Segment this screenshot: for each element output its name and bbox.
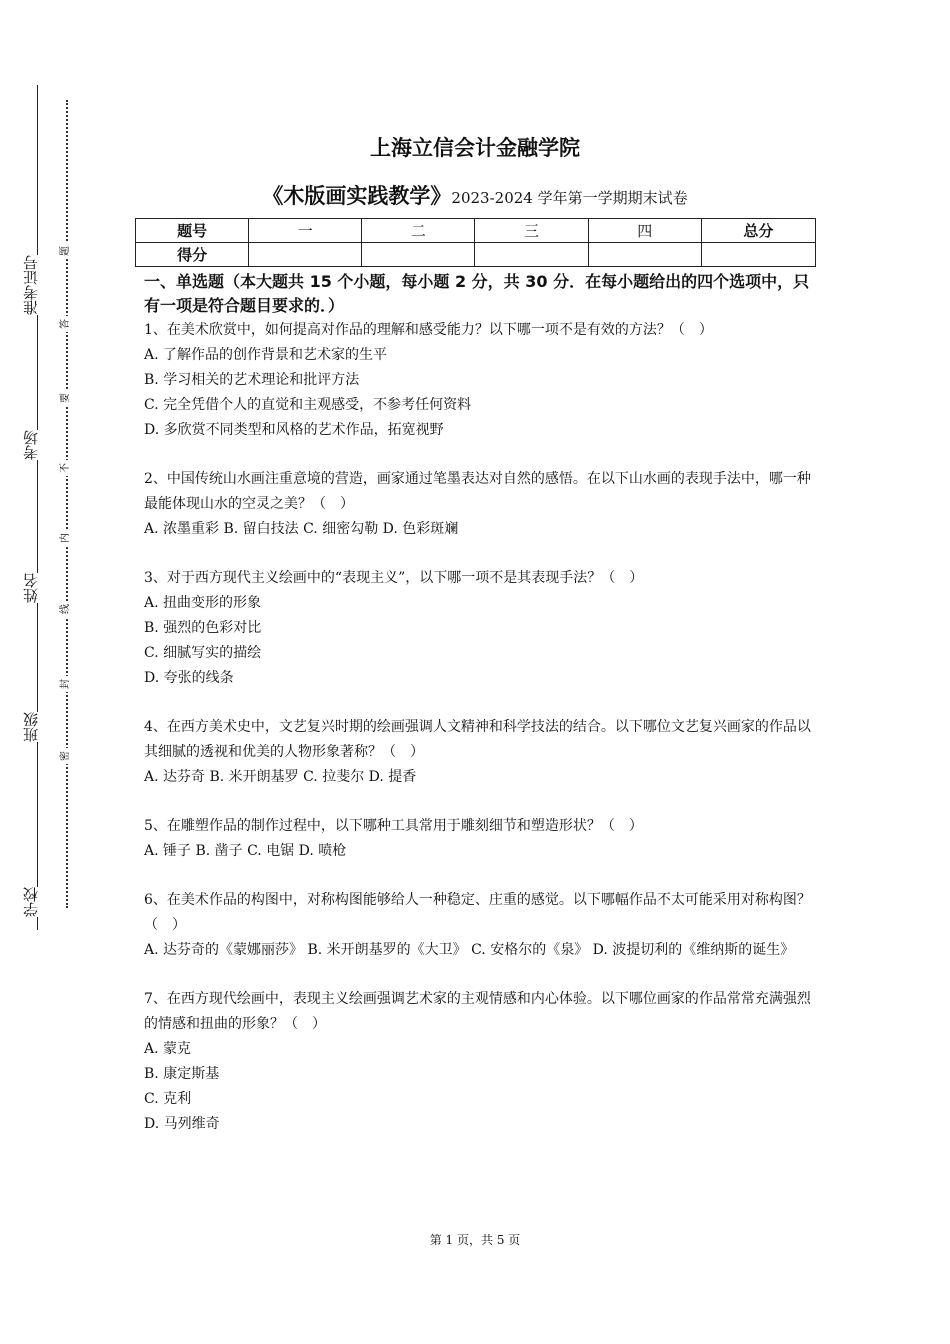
- score-cell: 二: [362, 219, 475, 243]
- school-title: 上海立信会计金融学院: [370, 136, 580, 160]
- option: A. 了解作品的创作背景和艺术家的生平: [144, 347, 388, 363]
- question-text: 4、在西方美术史中，文艺复兴时期的绘画强调人文精神和科学技法的结合。以下哪位文艺复兴画家的作品以其细腻的透视和优美的人物形象著称？（ ）: [144, 719, 811, 760]
- score-cell: 一: [249, 219, 362, 243]
- seal-char: 要: [60, 390, 72, 406]
- question-1: [144, 318, 814, 443]
- option: A. 浓墨重彩 B. 留白技法 C. 细密勾勒 D. 色彩斑斓: [144, 521, 459, 537]
- exam-content: [144, 270, 814, 1137]
- option: C. 细腻写实的描绘: [144, 645, 262, 661]
- question-4: [144, 715, 814, 790]
- option: A. 锤子 B. 凿子 C. 电锯 D. 喷枪: [144, 843, 347, 859]
- question-text: 3、对于西方现代主义绘画中的“表现主义”，以下哪一项不是其表现手法？（ ）: [144, 570, 644, 586]
- school-label: 学校: [22, 887, 40, 917]
- question-text: 7、在西方现代绘画中，表现主义绘画强调艺术家的主观情感和内心体验。以下哪位画家的作品常常充满强烈的情感和扭曲的形象？（ ）: [144, 991, 811, 1032]
- seal-char: 线: [60, 601, 72, 617]
- score-table-score-row: [136, 243, 816, 267]
- name-field: [18, 573, 44, 603]
- question-7: [144, 987, 814, 1137]
- option: D. 夸张的线条: [144, 670, 234, 686]
- seal-dotted-line: [66, 100, 68, 908]
- option: B. 康定斯基: [144, 1066, 220, 1082]
- seal-char: 不: [60, 460, 72, 476]
- option: D. 马列维奇: [144, 1116, 220, 1132]
- class-field: [18, 712, 44, 742]
- score-input-cell[interactable]: [588, 243, 701, 267]
- question-text: 5、在雕塑作品的制作过程中，以下哪种工具常用于雕刻细节和塑造形状？（ ）: [144, 818, 643, 834]
- option: A. 达芬奇的《蒙娜丽莎》 B. 米开朗基罗的《大卫》 C. 安格尔的《泉》 D. 波提切利的《维纳斯的诞生》: [144, 942, 795, 958]
- page-footer: 第 1 页，共 5 页: [429, 1233, 521, 1247]
- score-cell: 四: [588, 219, 701, 243]
- term-label: 2023-2024 学年第一学期期末试卷: [451, 189, 688, 207]
- exam-number-label: 准考证号: [22, 255, 40, 315]
- option: C. 完全凭借个人的直觉和主观感受，不参考任何资料: [144, 397, 472, 413]
- score-cell: 总分: [701, 219, 815, 243]
- score-table: [135, 218, 816, 267]
- seal-char: 答: [60, 316, 72, 332]
- seal-char: 题: [60, 243, 72, 259]
- score-input-cell[interactable]: [249, 243, 362, 267]
- score-cell: 三: [475, 219, 588, 243]
- option: A. 达芬奇 B. 米开朗基罗 C. 拉斐尔 D. 提香: [144, 769, 417, 785]
- option: B. 强烈的色彩对比: [144, 620, 262, 636]
- course-title: [0, 180, 950, 210]
- option: A. 蒙克: [144, 1041, 192, 1057]
- exam-number-field: [18, 255, 44, 315]
- question-text: 1、在美术欣赏中，如何提高对作品的理解和感受能力？以下哪一项不是有效的方法？（ ）: [144, 322, 713, 338]
- option: B. 学习相关的艺术理论和批评方法: [144, 372, 360, 388]
- question-6: [144, 888, 814, 963]
- option: D. 多欣赏不同类型和风格的艺术作品，拓宽视野: [144, 422, 444, 438]
- school-field: [18, 887, 44, 917]
- option: A. 扭曲变形的形象: [144, 595, 262, 611]
- exam-room-field: [18, 430, 44, 460]
- score-input-cell[interactable]: [475, 243, 588, 267]
- question-5: [144, 814, 814, 864]
- seal-char: 密: [60, 748, 72, 764]
- seal-char: 封: [60, 676, 72, 692]
- binding-line: [37, 85, 38, 930]
- score-cell: 题号: [136, 219, 249, 243]
- exam-room-label: 考场: [22, 430, 40, 460]
- question-3: [144, 566, 814, 691]
- question-2: [144, 467, 814, 542]
- score-input-cell[interactable]: [362, 243, 475, 267]
- name-label: 姓名: [22, 573, 40, 603]
- score-cell: 得分: [136, 243, 249, 267]
- section-title: 一、单选题（本大题共 15 个小题，每小题 2 分，共 30 分．在每小题给出的四个选项中，只有一项是符合题目要求的．）: [144, 272, 810, 315]
- question-text: 2、中国传统山水画注重意境的营造，画家通过笔墨表达对自然的感悟。在以下山水画的表现手法中，哪一种最能体现山水的空灵之美？（ ）: [144, 471, 811, 512]
- class-label: 班级: [22, 712, 40, 742]
- option: C. 克利: [144, 1091, 192, 1107]
- score-table-header-row: [136, 219, 816, 243]
- seal-char: 内: [60, 530, 72, 546]
- question-text: 6、在美术作品的构图中，对称构图能够给人一种稳定、庄重的感觉。以下哪幅作品不太可能采用对称构图？（ ）: [144, 892, 811, 933]
- course-name: 《木版画实践教学》: [262, 184, 452, 208]
- score-input-cell[interactable]: [701, 243, 815, 267]
